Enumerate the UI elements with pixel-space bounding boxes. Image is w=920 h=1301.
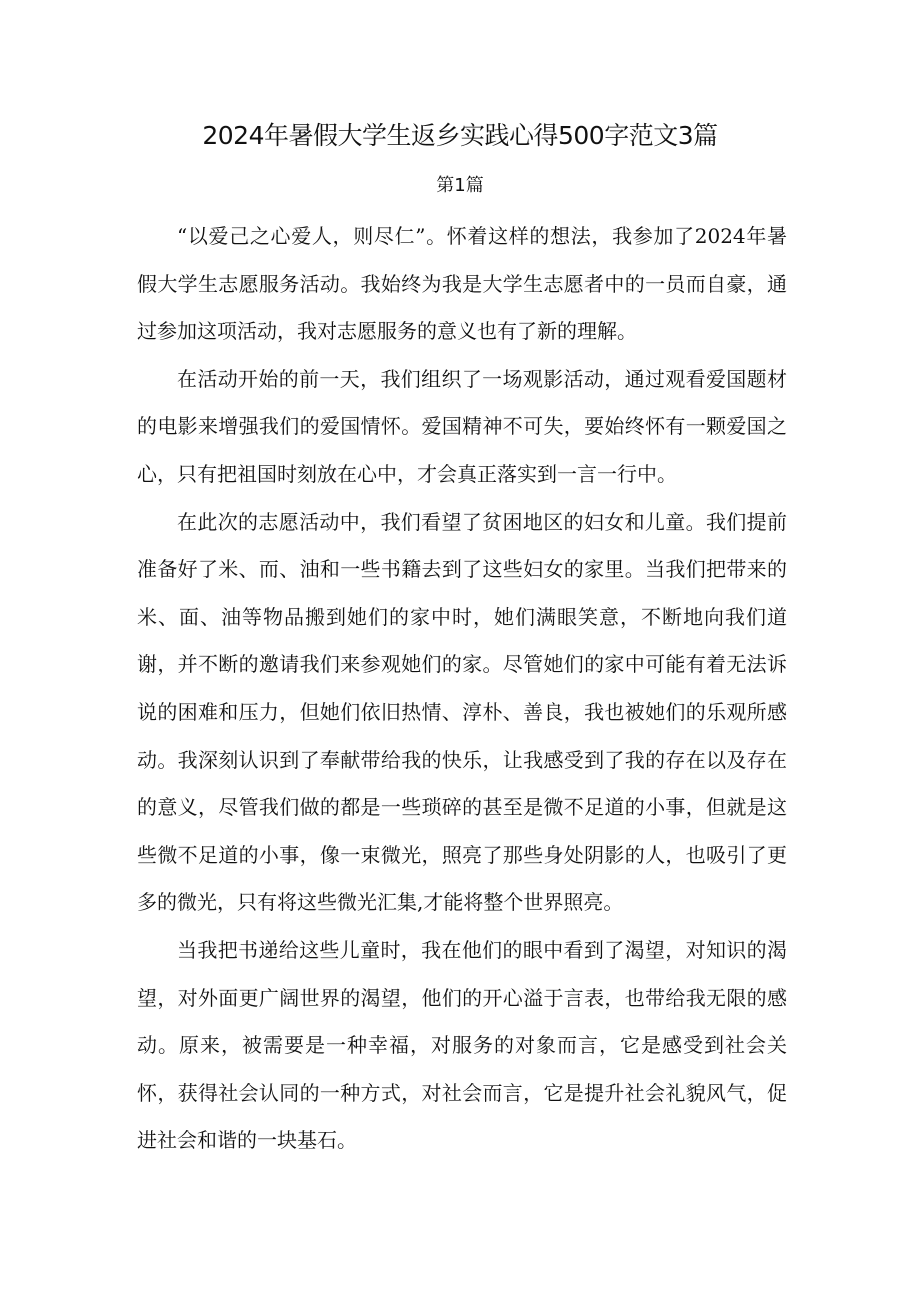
document-title: 2024年暑假大学生返乡实践心得500字范文3篇 [202,121,718,150]
section-heading: 第1篇 [436,175,484,196]
paragraph: 在此次的志愿活动中，我们看望了贫困地区的妇女和儿童。我们提前准备好了米、而、油和一些书籍去到了这些妇女的家里。当我们把带来的米、面、油等物品搬到她们的家中时，她们满眼笑意，不断地向我们道谢，并不断的邀请我们来参观她们的家。尽管她们的家中可能有着无法诉说的困难和压力，但她们依旧热情、淳朴、善良，我也被她们的乐观所感动。我深刻认识到了奉献带给我的快乐，让我感受到了我的存在以及存在的意义，尽管我们做的都是一些琐碎的甚至是微不足道的小事，但就是这些微不足道的小事，像一束微光，照亮了那些身处阴影的人，也吸引了更多的微光，只有将这些微光汇集,才能将整个世界照亮。 [137,509,787,915]
paragraph: “以爱己之心爱人，则尽仁”。怀着这样的想法，我参加了2024年暑假大学生志愿服务活动。我始终为我是大学生志愿者中的一员而自豪，通过参加这项活动，我对志愿服务的意义也有了新的理解。 [137,224,787,344]
paragraph: 当我把书递给这些儿童时，我在他们的眼中看到了渴望，对知识的渴望，对外面更广阔世界的渴望，他们的开心溢于言表，也带给我无限的感动。原来，被需要是一种幸福，对服务的对象而言，它是感受到社会关怀，获得社会认同的一种方式，对社会而言，它是提升社会礼貌风气，促进社会和谐的一块基石。 [137,937,787,1153]
document-body [137,213,787,1165]
paragraph: 在活动开始的前一天，我们组织了一场观影活动，通过观看爱国题材的电影来增强我们的爱国情怀。爱国精神不可失，要始终怀有一颗爱国之心，只有把祖国时刻放在心中，才会真正落实到一言一行中。 [137,366,787,486]
